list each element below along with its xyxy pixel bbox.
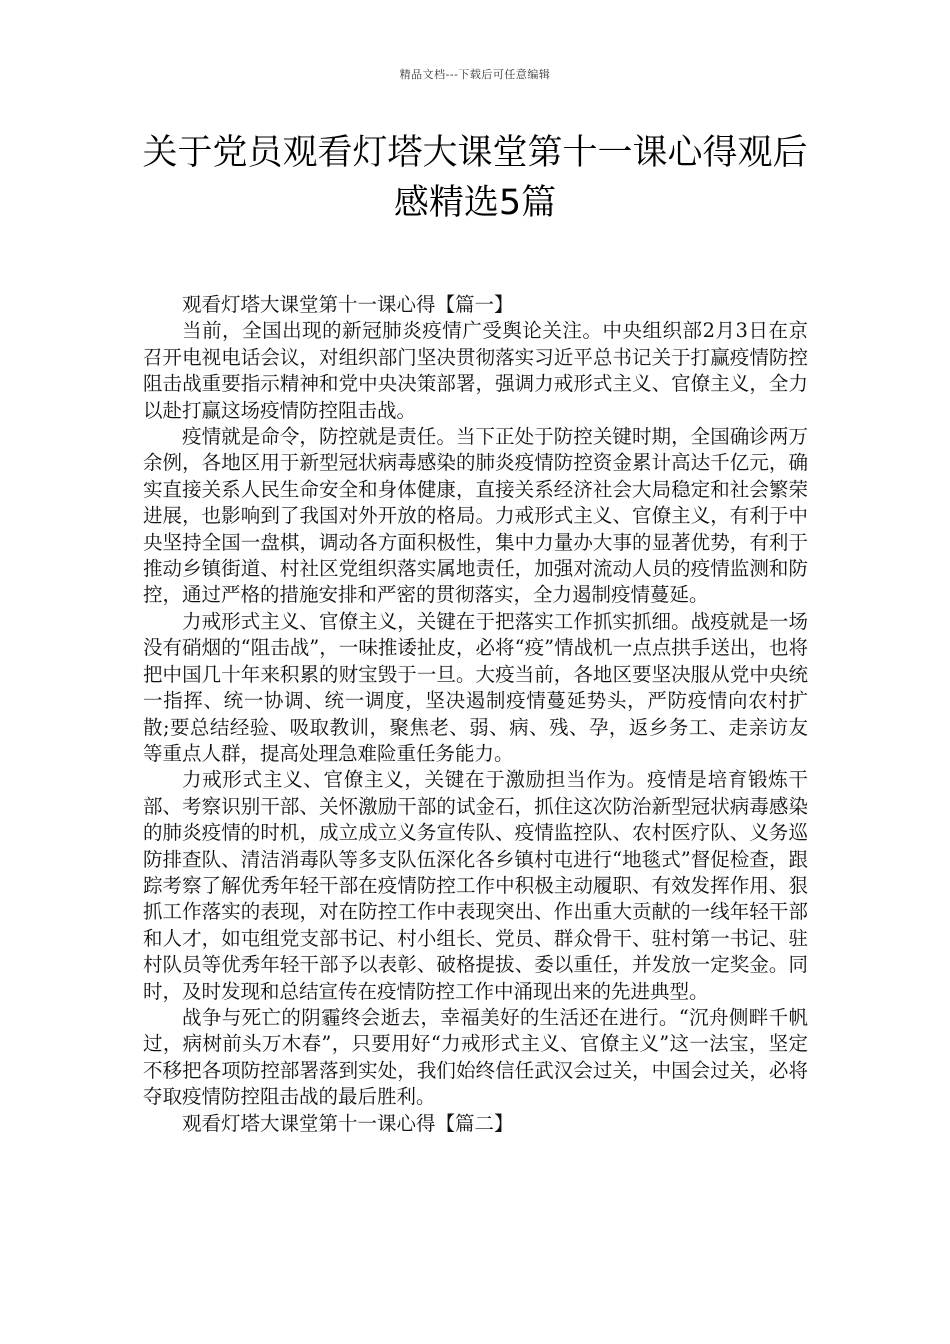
paragraph: 战争与死亡的阴霾终会逝去，幸福美好的生活还在进行。“沉舟侧畔千帆过，病树前头万木春”，只要用好“力戒形式主义、官僚主义”这一法宝，坚定不移把各项防控部署落到实处，我们始终信任武汉会过关，中国会过关，必将夺取疫情防控阻击战的最后胜利。 (143, 1005, 808, 1109)
document-body (143, 292, 808, 1137)
paragraph: 力戒形式主义、官僚主义，关键在于把落实工作抓实抓细。战疫就是一场没有硝烟的“阻击战”，一味推诿扯皮，必将“疫”情战机一点点拱手送出，也将把中国几十年来积累的财宝毁于一旦。大疫当前，各地区要坚决服从党中央统一指挥、统一协调、统一调度，坚决遏制疫情蔓延势头，严防疫情向农村扩散;要总结经验、吸取教训，聚焦老、弱、病、残、孕，返乡务工、走亲访友等重点人群，提高处理急难险重任务能力。 (143, 609, 808, 765)
paragraph: 当前，全国出现的新冠肺炎疫情广受舆论关注。中央组织部2月3日在京召开电视电话会议，对组织部门坚决贯彻落实习近平总书记关于打赢疫情防控阻击战重要指示精神和党中央决策部署，强调力戒形式主义、官僚主义，全力以赴打赢这场疫情防控阻击战。 (143, 319, 808, 422)
paragraph: 力戒形式主义、官僚主义，关键在于激励担当作为。疫情是培育锻炼干部、考察识别干部、关怀激励干部的试金石，抓住这次防治新型冠状病毒感染的肺炎疫情的时机，成立成立义务宣传队、疫情监控队、农村医疗队、义务巡防排查队、清洁消毒队等多支队伍深化各乡镇村屯进行“地毯式”督促检查，跟踪考察了解优秀年轻干部在疫情防控工作中积极主动履职、有效发挥作用、狠抓工作落实的表现，对在防控工作中表现突出、作出重大贡献的一线年轻干部和人才，如屯组党支部书记、村小组长、党员、群众骨干、驻村第一书记、驻村队员等优秀年轻干部予以表彰、破格提拔、委以重任，并发放一定奖金。同时，及时发现和总结宣传在疫情防控工作中涌现出来的先进典型。 (143, 768, 808, 1003)
header-note: 精品文档---下载后可任意编辑 (399, 68, 551, 81)
document-title: 关于党员观看灯塔大课堂第十一课心得观后感精选5篇 (142, 133, 808, 223)
paragraph: 疫情就是命令，防控就是责任。当下正处于防控关键时期，全国确诊两万余例，各地区用于新型冠状病毒感染的肺炎疫情防控资金累计高达千亿元，确实直接关系人民生命安全和身体健康，直接关系经济社会大局稳定和社会繁荣进展，也影响到了我国对外开放的格局。力戒形式主义、官僚主义，有利于中央坚持全国一盘棋，调动各方面积极性，集中力量办大事的显著优势，有利于推动乡镇街道、村社区党组织落实属地责任，加强对流动人员的疫情监测和防控，通过严格的措施安排和严密的贯彻落实，全力遏制疫情蔓延。 (143, 425, 808, 607)
section-heading-1: 观看灯塔大课堂第十一课心得【篇一】 (182, 293, 514, 316)
section-heading-2: 观看灯塔大课堂第十一课心得【篇二】 (182, 1111, 514, 1135)
